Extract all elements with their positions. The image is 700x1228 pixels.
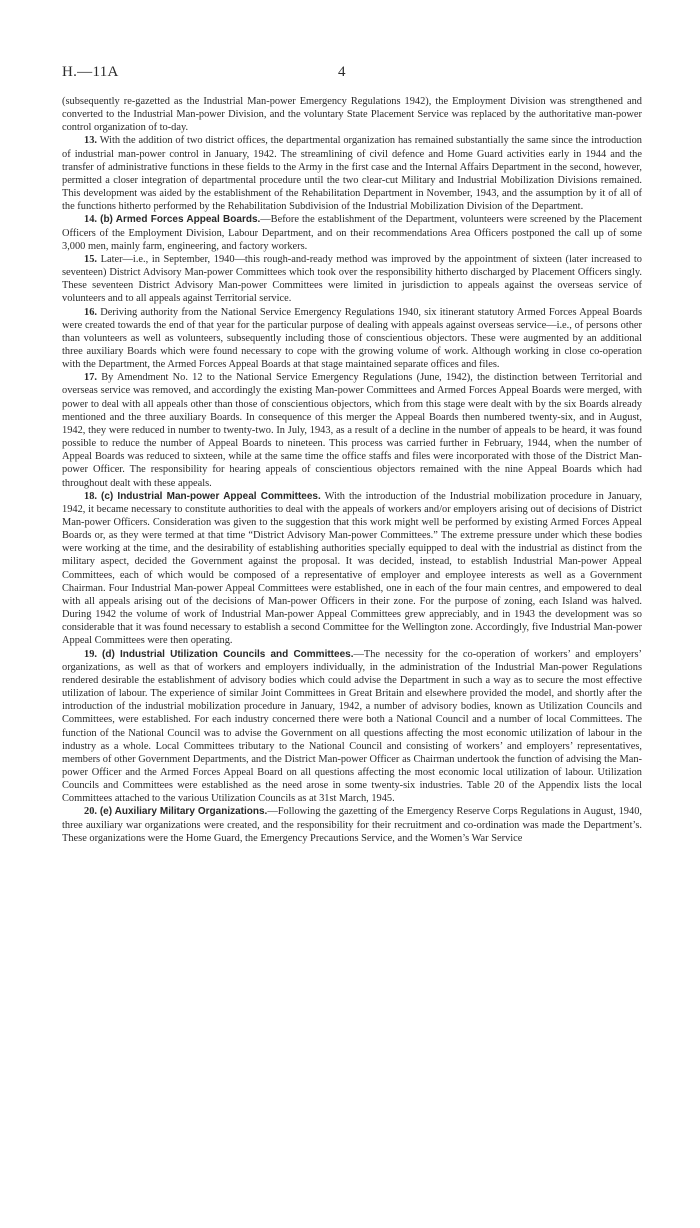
paragraph-text: With the introduction of the Industrial mobilization procedure in January, 1942, it became necessary to constitute authorities to deal with the appeals of workers and/or employers arising out of decisions of District Man-power Officers. Consideration was given to the suggestion that this work might well be performed by existing Armed Forces Appeal Boards or, as they were termed at that time “District Advisory Man-power Committees.” The extreme pressure under which these bodies were working at the time, and the desirability of establishing authorities specially equipped to deal with the industrial as distinct from the military aspect, decided the Government against the proposal. It was decided, instead, to establish Industrial Man-power Appeal Committees, each of which would be composed of a representative of employer and employee interests as well as a Government Chairman. Four Industrial Man-power Appeal Committees were established, one in each of the four main centres, and empowered to deal with all appeals arising out of the decisions of Man-power Officers in their zone. For the purpose of zoning, each Island was halved. During 1942 the volume of work of Industrial Man-power Appeal Committees grew appreciably, and in 1943 the development was so considerable that it was found necessary to establish a second Committee for the Wellington zone. Accordingly, five Industrial Man-power Appeal Committees were then operating.	[62, 490, 642, 647]
paragraph-17	[62, 371, 642, 489]
page-number: 4	[338, 64, 346, 80]
paragraph-14	[62, 213, 642, 252]
paragraph-text: —The necessity for the co-operation of workers’ and employers’ organizations, as well as that of workers and employers individually, in the administration of the Industrial Man-power Regulations rendered desirable the establishment of advisory bodies which could advise the Department in such a way as to secure the most effective utilization of labour. The experience of similar Joint Committees in Great Britain and elsewhere provided the model, and shortly after the introduction of the industrial mobilization procedure in January, 1942, a number of advisory bodies, known as Utilization Councils and Committees, were established. For each industry concerned there were both a National Council and a number of local Committees. The function of the National Council was to advise the Government on all questions affecting the most economic utilization of labour in the industry as a whole. Local Committees tributary to the National Council and consisting of workers’ and employers’ representatives, members of other Government Departments, and the District Man-power Officer as Chairman undertook the function of advising the Man-power Officer and the Armed Forces Appeal Board on all questions affecting the most economic local utilization of labour. Utilization Councils and Committees were established as the need arose in some twenty-six industries. Table 20 of the Appendix lists the local Committees attached to the various Utilization Councils as at 31st March, 1945.	[62, 648, 642, 805]
paragraph-text: By Amendment No. 12 to the National Service Emergency Regulations (June, 1942), the distinction between Territorial and overseas service was removed, and accordingly the existing Man-power Committees and Armed Forces Appeal Boards were merged, with power to deal with all appeals other than those of conscientious objectors, which from this stage were dealt with by the six Boards already mentioned and the three auxiliary Boards. In consequence of this merger the Appeal Boards then numbered twenty-six, and in August, 1942, they were reduced in number to twenty-two. In July, 1943, as a result of a decline in the number of appeals to be heard, it was found possible to reduce the number of Appeal Boards to nineteen. This process was carried further in February, 1944, when the number of Appeal Boards was reduced to sixteen, while at the same time the office staffs and files were incorporated with those of the District Man-power Officer. The responsibility for hearing appeals of conscientious objectors remained with the nine Appeal Boards which had throughout dealt with these appeals.	[62, 372, 642, 489]
paragraph-number: 19.	[84, 648, 97, 660]
paragraph-number: 18.	[84, 490, 97, 502]
paragraph-text: (subsequently re-gazetted as the Industrial Man-power Emergency Regulations 1942), the Employment Division was strengthened and converted to the Industrial Man-power Division, and the voluntary State Placement Service was replaced by the authoritative man-power control organization of to-day.	[62, 96, 642, 134]
paragraph-text: Later—i.e., in September, 1940—this rough-and-ready method was improved by the appointment of sixteen (later increased to seventeen) District Advisory Man-power Committees which took over the responsibility hitherto discharged by Placement Officers singly. These seventeen District Advisory Man-power Committees were limited in jurisdiction to appeals against the overseas service of volunteers and to all appeals against Territorial service.	[62, 253, 642, 305]
paragraph-19	[62, 648, 642, 806]
paragraph-16	[62, 306, 642, 372]
section-heading: (e) Auxiliary Military Organizations.	[99, 806, 268, 818]
paragraph-number: 16.	[84, 306, 97, 318]
paragraph-number: 15.	[84, 253, 97, 265]
paragraph-number: 20.	[84, 806, 97, 818]
paragraph-20	[62, 805, 642, 844]
paragraph-text: —Before the establishment of the Department, volunteers were screened by the Placement Officers of the Employment Division, Labour Department, and on their recommendations Area Officers postponed the call up of some 3,000 men, mainly farm, engineering, and factory workers.	[62, 214, 642, 252]
paragraph-text: With the addition of two district offices, the departmental organization has remained substantially the same since the introduction of industrial man-power control in January, 1942. The streamlining of civil defence and Home Guard activities early in 1944 and the transfer of administrative functions in these fields to the Army in the first case and the Internal Affairs Department in the second, however, permitted a closer integration of departmental procedure until the two clear-cut Military and Industrial Mobilization Divisions remained. This development was aided by the establishment of the Rehabilitation Department in November, 1943, and the assumption by it of all of the functions hitherto performed by the Rehabilitation Subdivision of the Industrial Mobilization Division of the Department.	[62, 135, 642, 213]
section-heading: (b) Armed Forces Appeal Boards.	[100, 214, 261, 226]
section-heading: (d) Industrial Utilization Councils and Committees.	[102, 648, 354, 660]
paragraph-18	[62, 490, 642, 648]
paragraph-number: 14.	[84, 214, 97, 226]
paragraph-15	[62, 253, 642, 306]
paragraph-number: 13.	[84, 135, 97, 147]
paragraph-continuation	[62, 95, 642, 134]
body-text	[62, 95, 642, 845]
section-heading: (c) Industrial Man-power Appeal Committees.	[101, 490, 321, 502]
paragraph-text: Deriving authority from the National Service Emergency Regulations 1940, six itinerant statutory Armed Forces Appeal Boards were created towards the end of that year for the particular purpose of dealing with appeals against overseas service—i.e., of persons other than volunteers as well as volunteers, subsequently including those of conscientious objectors. These were augmented by an additional three auxiliary Boards which were found necessary to cope with the growing volume of work. Although working in close co-operation with the Department, the Armed Forces Appeal Boards at that stage maintained separate offices and files.	[62, 306, 642, 371]
paragraph-13	[62, 134, 642, 213]
document-code: H.—11A	[62, 64, 119, 80]
paragraph-number: 17.	[84, 372, 97, 384]
paragraph-text: —Following the gazetting of the Emergency Reserve Corps Regulations in August, 1940, three auxiliary war organizations were created, and the responsibility for their recruitment and co-ordination was made the Department’s. These organizations were the Home Guard, the Emergency Precautions Service, and the Women’s War Service	[62, 806, 642, 844]
